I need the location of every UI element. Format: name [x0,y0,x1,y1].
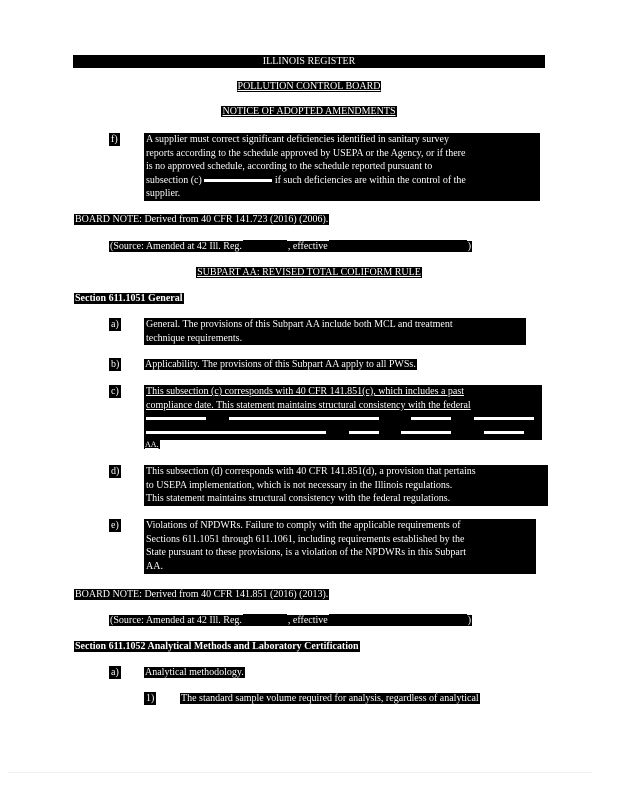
item-f-line-4: subsection (c) if such deficiencies are within the control of the [146,174,466,186]
section-1052-a-label: a) [111,667,119,678]
source-2-blank-1 [243,614,287,626]
item-f-line-3: is no approved schedule, according to the schedule reported pursuant to [146,161,433,173]
source-note-1: (Source: Amended at 42 Ill. Reg. , effective ) [110,241,472,252]
section-1051-a-label: a) [111,319,119,330]
board-title: POLLUTION CONTROL BOARD [237,81,381,92]
page-bottom-rule [8,772,592,773]
section-1051-c-obscured-line-1 [146,412,540,426]
subpart-title: SUBPART AA: REVISED TOTAL COLIFORM RULE [197,267,421,278]
notice-title: NOTICE OF ADOPTED AMENDMENTS [222,106,396,117]
section-1052-a1-text: The standard sample volume required for analysis, regardless of analytical [181,693,479,704]
item-f-line-5: supplier. [146,188,181,200]
item-f-line-2: reports according to the schedule approved by USEPA or the Agency, or if there [146,147,466,159]
section-1051-a-text: General. The provisions of this Subpart AA include both MCL and treatment technique requirements. [144,318,526,345]
section-1052-a-text: Analytical methodology. [145,667,244,678]
board-note-1: BOARD NOTE: Derived from 40 CFR 141.723 (2016) (2006). [75,214,329,225]
section-1052-a1-label: 1) [146,693,155,704]
item-f-text [144,133,540,201]
board-header [0,80,618,93]
register-header [0,55,618,68]
section-1051-c-label: c) [111,386,119,397]
source-1-blank-2 [329,240,467,252]
section-1051-c-text: This subsection (c) corresponds with 40 CFR 141.851(c), which includes a past compliance date. This statement maintains structural consistency with the federal [144,385,542,440]
redaction-mark [204,179,272,182]
section-1051-b-label: b) [111,359,120,370]
section-1051-e-label: e) [111,520,119,531]
item-f-line-1: A supplier must correct significant deficiencies identified in sanitary survey [146,134,449,145]
section-1051-c-obscured-line-2 [146,426,540,440]
board-note-2: BOARD NOTE: Derived from 40 CFR 141.851 (2016) (2013). [75,589,329,600]
section-1051-d-text: This subsection (d) corresponds with 40 CFR 141.851(d), a provision that pertains to USEPA implementation, which is not necessary in the Illinois regulations. This statement maintains structural consistency with the federal regulations. [144,465,548,506]
notice-header [0,105,618,118]
section-1051-e-text: Violations of NPDWRs. Failure to comply with the applicable requirements of Sections 611.1051 through 611.1061, including requirements established by the State pursuant to these provisions, is a violation of the NPDWRs in this Subpart AA. [144,519,536,574]
section-1051-c-tail: AA. [145,440,159,449]
section-1051-b-text: Applicability. The provisions of this Subpart AA apply to all PWSs. [145,359,416,370]
register-title: ILLINOIS REGISTER [73,55,545,68]
section-1052-title: Section 611.1052 Analytical Methods and Laboratory Certification [75,641,359,652]
source-1-blank-1 [243,240,287,252]
section-1051-d-label: d) [111,466,120,477]
source-note-2: (Source: Amended at 42 Ill. Reg. , effective ) [110,615,472,626]
section-1051-title: Section 611.1051 General [75,293,183,304]
item-f-label: f) [111,134,118,145]
source-2-blank-2 [329,614,467,626]
